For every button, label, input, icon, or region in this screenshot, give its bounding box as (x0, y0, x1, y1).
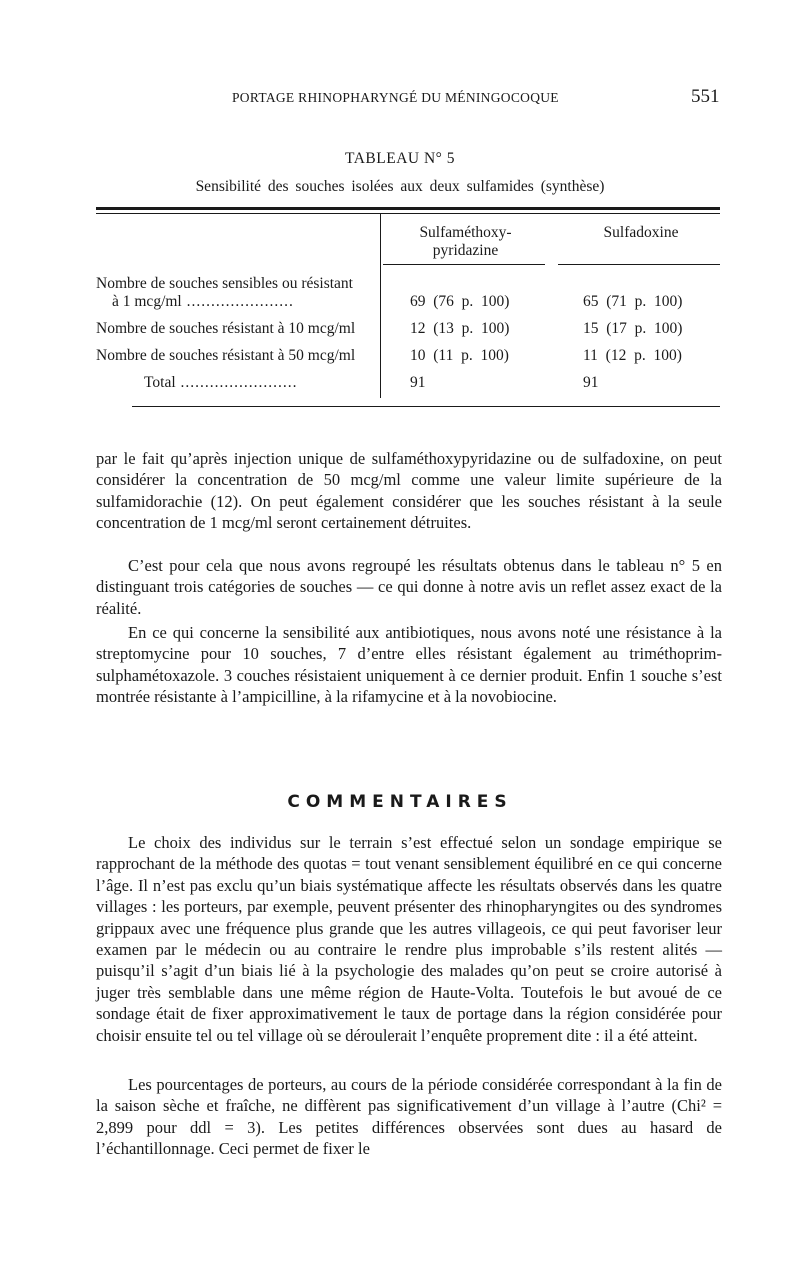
table-caption: Sensibilité des souches isolées aux deux sulfamides (synthèse) (195, 178, 605, 195)
table-top-rule (96, 207, 720, 210)
table-row-label (96, 275, 374, 311)
table-row-label-total: Total ........................ (144, 374, 298, 391)
table-cell: 91 (410, 374, 426, 391)
body-paragraph: Les pourcentages de porteurs, au cours de la période considérée correspondant à la fin de la saison sèche et fraîche, ne diffèrent pas significativement d’un village à l’autre (Chi² = 2,899 pour ddl = 3). Les petites différences observées sont dues au hasard de l’échantillonnage. Ceci permet de fixer le (96, 1075, 722, 1159)
column-header-underline (558, 264, 720, 265)
table-cell: 91 (583, 374, 599, 391)
running-header-title: PORTAGE RHINOPHARYNGÉ DU MÉNINGOCOQUE (232, 90, 559, 105)
page-number: 551 (691, 86, 720, 107)
table-bottom-rule (132, 406, 720, 407)
body-paragraph: En ce qui concerne la sensibilité aux antibiotiques, nous avons noté une résistance à la streptomycine pour 10 souches, 7 d’entre elles résistant également au triméthoprim-sulphamétoxazole. 3 couches résistaient uniquement à ce dernier produit. Enfin 1 souche s’est montrée résistante à l’ampicilline, à la rifamycine et à la novobiocine. (96, 623, 722, 707)
column-header-text: Sulfaméthoxy- pyridazine (419, 224, 512, 259)
column-header-sulfamethoxypyridazine (383, 224, 548, 260)
body-paragraph: Le choix des individus sur le terrain s’est effectué selon un sondage empirique se rapprochant de la méthode des quotas = tout venant sensiblement équilibré en ce qui concerne l’âge. Il n’est pas exclu qu’un biais systématique affecte les résultats observés dans les quatre villages : les porteurs, par exemple, peuvent présenter des rhinopharyngites ou des syndromes grippaux avec une fréquence plus grande que les autres villageois, ce qui peut favoriser leur examen par le médecin ou au contraire le rendre plus improbable s’ils restent alités — puisqu’il s’agit d’un biais lié à la psychologie des malades qu’on peut se croire autorisé à juger très semblable dans une même région de Haute-Volta. Toutefois le but avoué de ce sondage était de fixer approximativement le taux de portage dans la région considérée pour choisir ensuite tel ou tel village où se déroulerait l’enquête proprement dite : il a été atteint. (96, 833, 722, 1045)
table-row-label: Nombre de souches résistant à 50 mcg/ml (96, 347, 356, 364)
table-title: TABLEAU N° 5 (345, 150, 455, 167)
section-heading: COMMENTAIRES (287, 792, 513, 812)
table-column-divider (380, 214, 381, 398)
table-cell: 65 (71 p. 100) (583, 293, 683, 310)
table-cell: 11 (12 p. 100) (583, 347, 682, 364)
table-cell: 15 (17 p. 100) (583, 320, 683, 337)
column-header-underline (383, 264, 545, 265)
table-cell: 12 (13 p. 100) (410, 320, 510, 337)
body-paragraph: par le fait qu’après injection unique de sulfaméthoxypyridazine ou de sulfadoxine, on peut considérer la concentration de 50 mcg/ml comme une valeur limite supérieure de la sulfamidorachie (12). On peut également considérer que les souches résistant à la seule concentration de 1 mcg/ml seront certainement détruites. (96, 449, 722, 533)
table-row-label: Nombre de souches résistant à 10 mcg/ml (96, 320, 356, 337)
column-header-text: Sulfadoxine (603, 224, 679, 241)
table-top-rule-thin (96, 213, 720, 214)
table-cell: 10 (11 p. 100) (410, 347, 509, 364)
row-label-line: à 1 mcg/ml ...................... (112, 293, 294, 310)
table-cell: 69 (76 p. 100) (410, 293, 510, 310)
body-paragraph: C’est pour cela que nous avons regroupé les résultats obtenus dans le tableau n° 5 en distinguant trois catégories de souches — ce qui donne à notre avis un reflet assez exact de la réalité. (96, 556, 722, 618)
row-label-line: Nombre de souches sensibles ou résistant (96, 275, 353, 292)
column-header-sulfadoxine (560, 224, 722, 242)
